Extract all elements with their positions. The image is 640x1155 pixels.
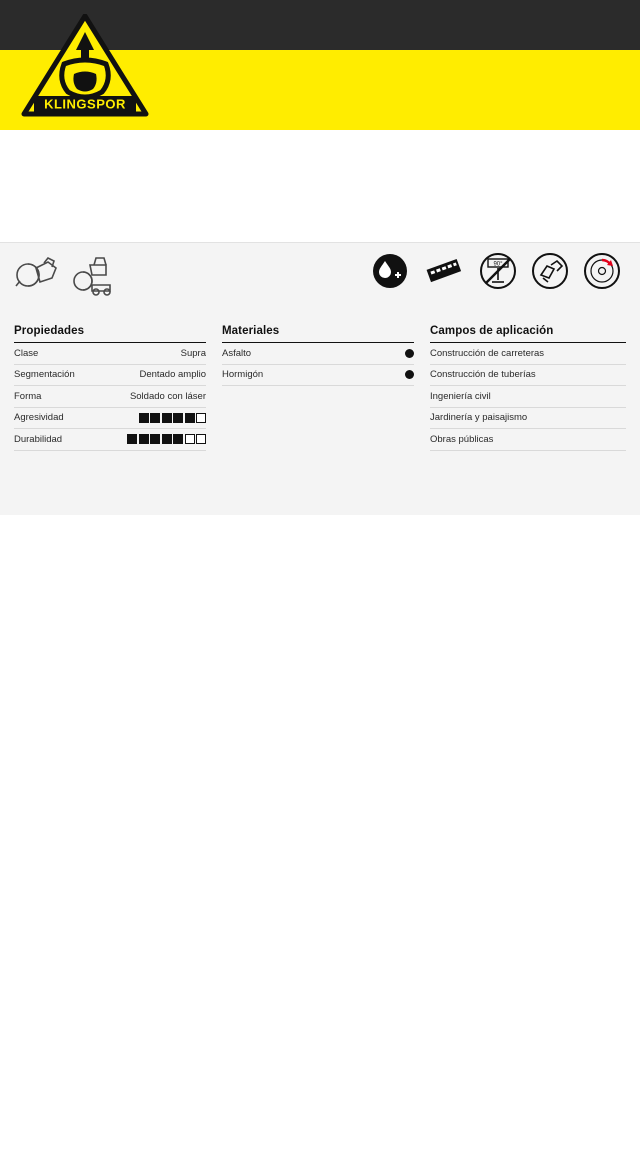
rating-square: [173, 434, 183, 444]
rating-square: [150, 413, 160, 423]
property-label: Agresividad: [14, 412, 64, 424]
rating-square: [150, 434, 160, 444]
properties-title: Propiedades: [14, 325, 206, 343]
application-label: Obras públicas: [430, 433, 494, 445]
segmented-blade-icon: [422, 251, 466, 291]
materials-column: [222, 325, 414, 386]
property-label: Forma: [14, 390, 42, 402]
product-image-area: [0, 130, 640, 242]
rating-square: [162, 413, 172, 423]
table-row: [14, 343, 206, 365]
durability-rating: [127, 434, 206, 444]
list-item: [430, 343, 626, 365]
material-label: Asfalto: [222, 347, 252, 359]
property-value: Dentado amplio: [139, 369, 206, 381]
material-dot-icon: [405, 370, 414, 379]
materials-title: Materiales: [222, 325, 414, 343]
spec-columns: [0, 315, 640, 515]
table-row: [14, 408, 206, 430]
angle-grinder-icon: [14, 251, 60, 299]
machine-icons-group: [14, 251, 116, 299]
icon-strip: [0, 242, 640, 315]
property-label: Clase: [14, 347, 39, 359]
properties-column: [14, 325, 206, 451]
rating-square: [173, 413, 183, 423]
wet-dry-cutting-icon: [370, 251, 410, 291]
segment-detail-icon: [530, 251, 570, 291]
list-item: [430, 365, 626, 387]
property-label: Segmentación: [14, 369, 75, 381]
feature-icons-group: [370, 251, 622, 291]
application-label: Jardinería y paisajismo: [430, 412, 528, 424]
rating-square: [196, 434, 206, 444]
rating-square: [162, 434, 172, 444]
table-row: [14, 429, 206, 451]
application-label: Ingeniería civil: [430, 390, 491, 402]
rating-square: [185, 413, 195, 423]
table-row: [222, 343, 414, 365]
applications-title: Campos de aplicación: [430, 325, 626, 343]
material-dot-icon: [405, 349, 414, 358]
table-row: [14, 365, 206, 387]
rating-square: [139, 413, 149, 423]
property-label: Durabilidad: [14, 433, 63, 445]
logo-wordmark: KLINGSPOR: [44, 96, 126, 112]
rating-square: [196, 413, 206, 423]
application-label: Construcción de tuberías: [430, 369, 536, 381]
table-row: [222, 365, 414, 387]
klingspor-logo: [20, 14, 150, 118]
rating-square: [185, 434, 195, 444]
no-90-degree-cut-icon: [478, 251, 518, 291]
rating-square: [127, 434, 137, 444]
footer-blank-area: [0, 515, 640, 1155]
page-header: [0, 0, 640, 130]
floor-saw-icon: [70, 251, 116, 299]
table-row: [14, 386, 206, 408]
rating-square: [139, 434, 149, 444]
list-item: [430, 429, 626, 451]
list-item: [430, 408, 626, 430]
rotation-direction-icon: [582, 251, 622, 291]
list-item: [430, 386, 626, 408]
aggressiveness-rating: [139, 413, 207, 423]
svg-text:90°: 90°: [493, 261, 503, 268]
property-value: Supra: [180, 347, 206, 359]
property-value: Soldado con láser: [129, 390, 206, 402]
application-label: Construcción de carreteras: [430, 347, 545, 359]
material-label: Hormigón: [222, 369, 264, 381]
applications-column: [430, 325, 626, 451]
